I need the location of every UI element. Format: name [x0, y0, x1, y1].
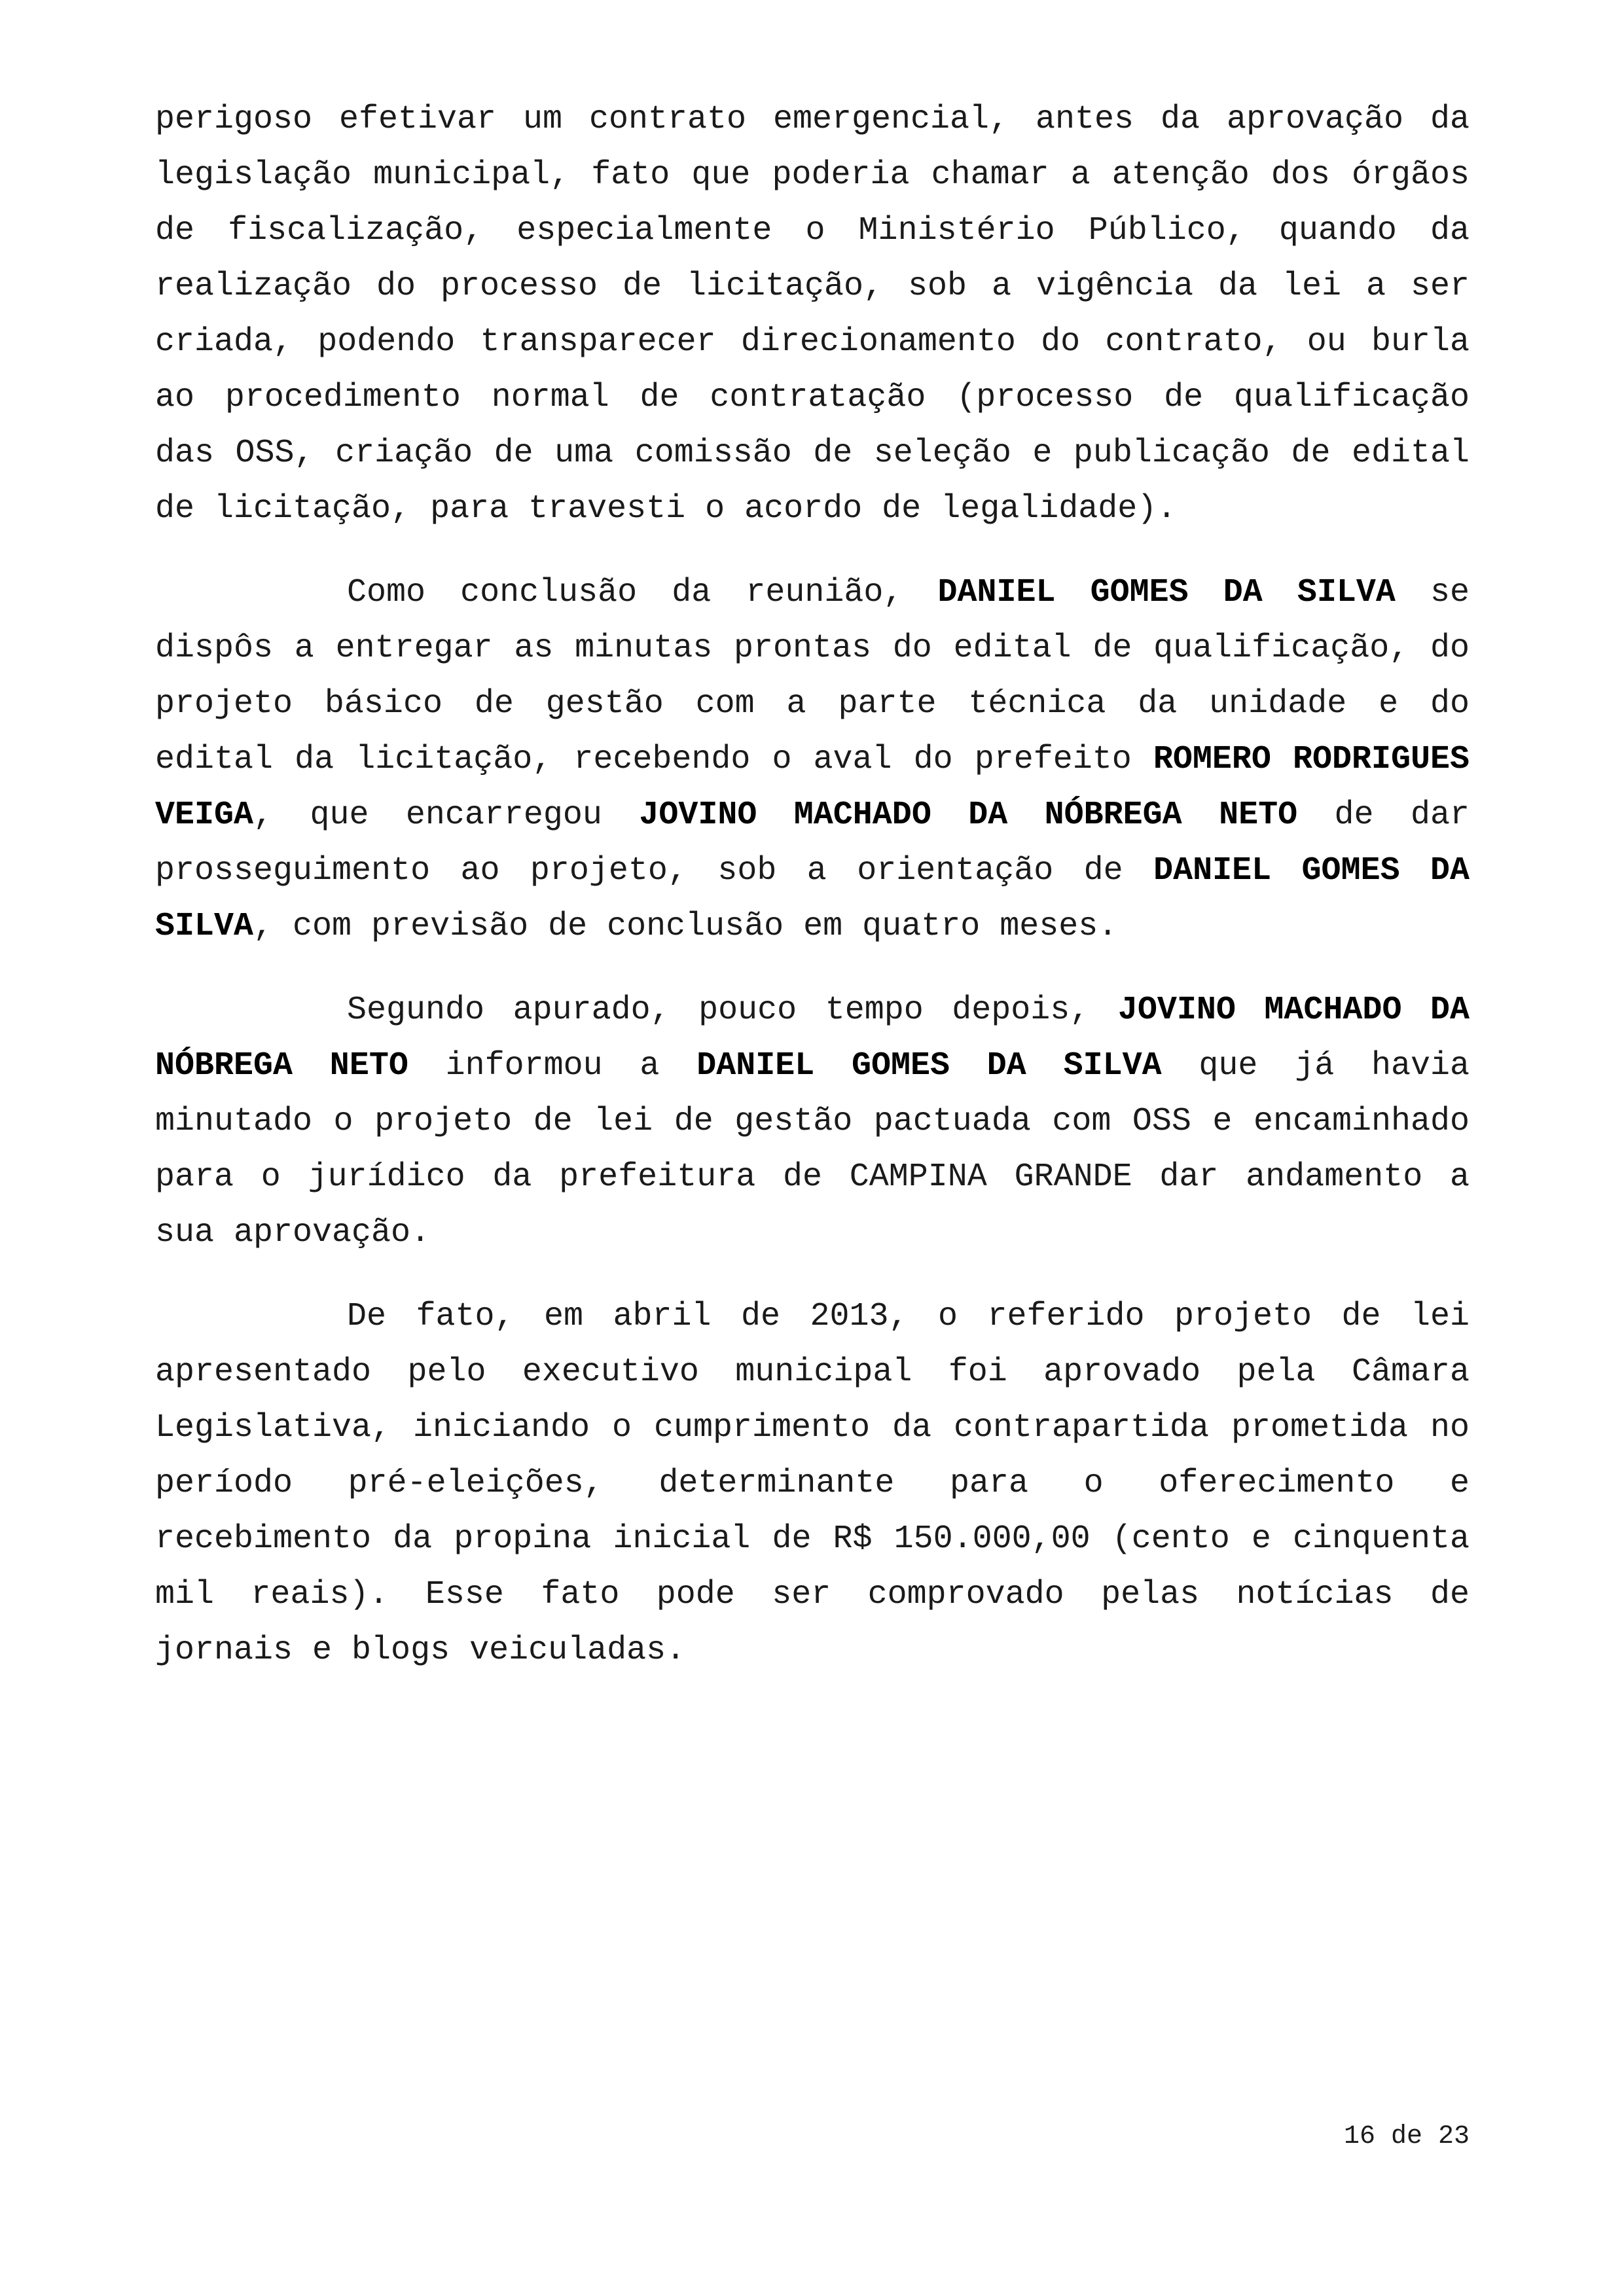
text-run: , que encarregou [253, 797, 640, 834]
text-run: se dispôs a entregar as minutas prontas do edital de qualificação, do projeto básico de gestão com a parte técnica da unidade e do edital da licitação, recebendo o aval do prefeito [155, 574, 1470, 778]
text-run: informou a [408, 1047, 697, 1085]
bold-name: DANIEL GOMES DA SILVA [155, 852, 1470, 945]
text-run: , com previsão de conclusão em quatro meses. [253, 908, 1118, 945]
text-run: que já havia minutado o projeto de lei de gestão pactuada com OSS e encaminhado para o jurídico da prefeitura de CAMPINA GRANDE dar andamento a sua aprovação. [155, 1047, 1470, 1251]
paragraph-1 [155, 92, 1470, 537]
text-run: Segundo apurado, pouco tempo depois, [347, 992, 1118, 1029]
paragraph-3 [155, 982, 1470, 1261]
paragraph-2 [155, 565, 1470, 954]
bold-name: DANIEL GOMES DA SILVA [937, 574, 1396, 611]
page-number: 16 de 23 [1343, 2122, 1470, 2151]
paragraph-4 [155, 1289, 1470, 1678]
text-run: Como conclusão da reunião, [347, 574, 938, 611]
bold-name: ROMERO RODRIGUES VEIGA [155, 741, 1470, 834]
document-body [155, 92, 1470, 1706]
text-run: De fato, em abril de 2013, o referido projeto de lei apresentado pelo executivo municipal foi aprovado pela Câmara Legislativa, iniciando o cumprimento da contrapartida prometida no período pré-eleições, determinante para o oferecimento e recebimento da propina inicial de R$ 150.000,00 (cento e cinquenta mil reais). Esse fato pode ser comprovado pelas notícias de jornais e blogs veiculadas. [155, 1298, 1470, 1669]
bold-name: JOVINO MACHADO DA NÓBREGA NETO [155, 992, 1470, 1085]
bold-name: DANIEL GOMES DA SILVA [696, 1047, 1162, 1085]
text-run: de dar prosseguimento ao projeto, sob a orientação de [155, 797, 1470, 889]
text-run: perigoso efetivar um contrato emergencial, antes da aprovação da legislação municipal, fato que poderia chamar a atenção dos órgãos de fiscalização, especialmente o Ministério Público, quando da realização do processo de licitação, sob a vigência da lei a ser criada, podendo transparecer direcionamento do contrato, ou burla ao procedimento normal de contratação (processo de qualificação das OSS, criação de uma comissão de seleção e publicação de edital de licitação, para travesti o acordo de legalidade). [155, 101, 1470, 528]
bold-name: JOVINO MACHADO DA NÓBREGA NETO [639, 797, 1298, 834]
